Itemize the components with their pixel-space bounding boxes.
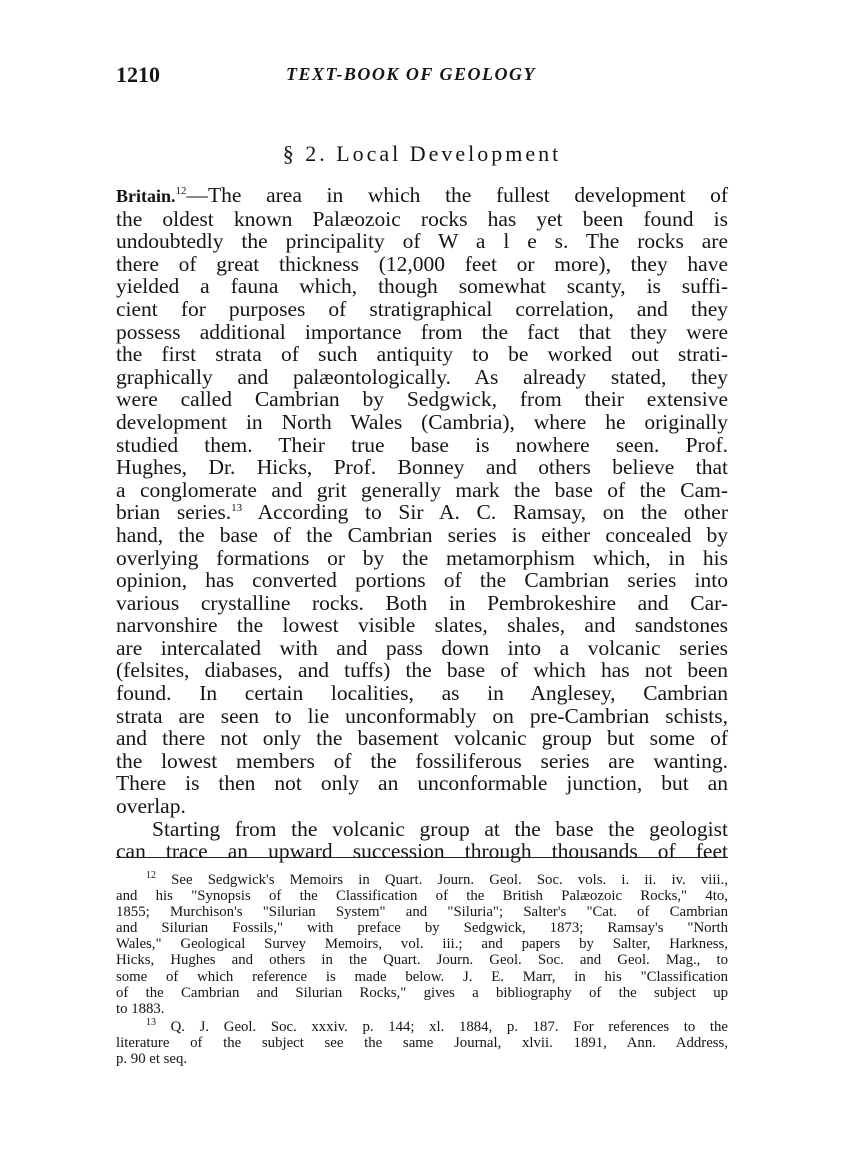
running-head — [116, 62, 728, 92]
footnote-line: some of which reference is made below. J. E. Marr, in his "Classification — [116, 968, 728, 985]
body-line: the first strata of such antiquity to be worked out strati- — [116, 342, 728, 367]
footnote-line: literature of the subject see the same Journal, xlvii. 1891, Ann. Address, — [116, 1034, 728, 1051]
body-line: various crystalline rocks. Both in Pembrokeshire and Car- — [116, 590, 728, 615]
body-line: are intercalated with and pass down into a volcanic series — [116, 635, 728, 660]
footnote-ref-12: 12 — [175, 184, 187, 197]
footnote-line: to 1883. — [116, 1000, 165, 1017]
page-number: 1210 — [116, 62, 160, 87]
body-line: (felsites, diabases, and tuffs) the base of which has not been — [116, 658, 728, 683]
body-line: cient for purposes of stratigraphical correlation, and they — [116, 296, 728, 321]
body-line: possess additional importance from the fact that they were — [116, 319, 728, 344]
footnote-13: $^{13}$ Q. J. Geol. Soc. xxxiv. p. 144; xl. 1884, p. 187. For references to the — [146, 1016, 728, 1035]
body-line: the lowest members of the fossiliferous series are wanting. — [116, 748, 728, 773]
footnote-number: 12 — [146, 870, 156, 882]
body-line: the oldest known Palæozoic rocks has yet been found is — [116, 206, 728, 231]
footnote-line: Wales," Geological Survey Memoirs, vol. iii.; and papers by Salter, Harkness, — [116, 936, 728, 953]
body-text — [116, 184, 728, 863]
footnote-rule — [116, 857, 728, 858]
body-line: yielded a fauna which, though somewhat scanty, is suffi- — [116, 274, 728, 299]
body-line: Hughes, Dr. Hicks, Prof. Bonney and others believe that — [116, 455, 728, 480]
body-line: Starting from the volcanic group at the base the geologist — [152, 816, 728, 841]
footnote-line: of the Cambrian and Silurian Rocks," gives a bibliography of the subject up — [116, 984, 728, 1001]
body-line: brian series.$^{13}$ According to Sir A. C. Ramsay, on the other — [116, 500, 728, 525]
body-line: can trace an upward succession through thousands of feet — [116, 839, 728, 864]
body-line: studied them. Their true base is nowhere seen. Prof. — [116, 432, 728, 457]
body-line: There is then not only an unconformable junction, but an — [116, 771, 728, 796]
body-line: overlap. — [116, 794, 186, 819]
footnote-line: p. 90 et seq. — [116, 1051, 188, 1068]
body-line: overlying formations or by the metamorphism which, in his — [116, 545, 728, 570]
footnote-ref-13: 13 — [231, 502, 243, 515]
section-heading: § 2. Local Development — [282, 141, 562, 166]
body-line: found. In certain localities, as in Anglesey, Cambrian — [116, 681, 728, 706]
footnote-12: $^{12}$ See Sedgwick's Memoirs in Quart. Journ. Geol. Soc. vols. i. ii. iv. viii., — [146, 870, 729, 888]
body-line: narvonshire the lowest visible slates, shales, and sandstones — [116, 613, 728, 638]
footnotes — [116, 872, 728, 1067]
lead-word: Britain. — [116, 186, 176, 206]
body-line: graphically and palæontologically. As already stated, they — [116, 364, 728, 389]
body-line: undoubtedly the principality of W a l e s. The rocks are — [116, 229, 728, 254]
footnote-number: 13 — [146, 1016, 156, 1028]
footnote-line: 1855; Murchison's "Silurian System" and "Siluria"; Salter's "Cat. of Cambrian — [116, 904, 728, 921]
footnote-line: Hicks, Hughes and others in the Quart. Journ. Geol. Soc. and Geol. Mag., to — [116, 952, 728, 969]
body-line: Britain.$^{12}$—The area in which the fullest development of — [116, 183, 728, 207]
body-line: opinion, has converted portions of the Cambrian series into — [116, 568, 728, 593]
body-line: there of great thickness (12,000 feet or more), they have — [116, 251, 728, 276]
body-line: hand, the base of the Cambrian series is either concealed by — [116, 522, 728, 547]
footnote-line: and Silurian Fossils," with preface by Sedgwick, 1873; Ramsay's "North — [116, 920, 728, 937]
body-line: strata are seen to lie unconformably on pre-Cambrian schists, — [116, 703, 728, 728]
running-title: TEXT-BOOK OF GEOLOGY — [286, 64, 537, 84]
body-line: were called Cambrian by Sedgwick, from their extensive — [116, 387, 728, 412]
body-line: development in North Wales (Cambria), where he originally — [116, 409, 728, 434]
body-line: and there not only the basement volcanic group but some of — [116, 726, 728, 751]
footnote-line: and his "Synopsis of the Classification of the British Palæozoic Rocks," 4to, — [116, 888, 728, 905]
body-line: a conglomerate and grit generally mark the base of the Cam- — [116, 477, 728, 502]
